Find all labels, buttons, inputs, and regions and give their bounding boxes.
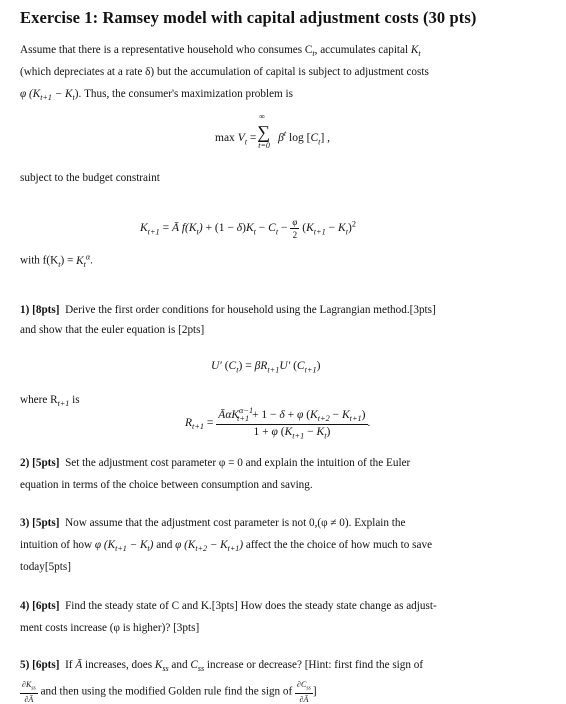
objective-equation: $\max V_t$ = ∞ ∑ t=0 $\beta^t$ $\log [C_t]$ , [215,112,331,150]
where-text: where $R_{t+1}$ is [20,394,80,409]
page-title: Exercise 1: Ramsey model with capital adjustment costs (30 pts) [20,8,477,27]
budget-text: subject to the budget constraint [20,172,160,184]
q5-line-2: $\frac{\partial K_{ss}}{\partial Ā}$ and then using the modified Golden rule find the sign of $\frac{\partial C_{ss}}{\partial Ā}$ ] [22,680,317,704]
intro-line-2: (which depreciates at a rate δ) but the accumulation of capital is subject to adjustment costs [20,66,429,78]
q1-line-2: and show that the euler equation is [2pts] [20,324,205,336]
q4-line-2: ment costs increase (φ is higher)? [3pts] [20,622,200,634]
production-function-text: with $f(K_t) = K_t^\alpha$. [20,252,93,269]
q3-line-3: today[5pts] [20,561,71,573]
q4-line-1: 4) [6pts] Find the steady state of C and K.[3pts] How does the steady state change as adjust- [20,600,437,612]
q3-line-1: 3) [5pts] Now assume that the adjustment cost parameter is not 0,(φ ≠ 0). Explain the [20,517,406,529]
q2-line-1: 2) [5pts] Set the adjustment cost parameter φ = 0 and explain the intuition of the Euler [20,457,411,469]
intro-line-1: Assume that there is a representative household who consumes $C_t$, accumulates capital $K_t$ [20,44,421,59]
intro-line-3: φ $(K_{t+1} - K_t)$. Thus, the consumer's maximization problem is [20,88,294,103]
summation-sign: ∞ ∑ t=0 [257,112,271,150]
q2-line-2: equation in terms of the choice between consumption and saving. [20,479,313,491]
interest-rate-equation: $R_{t+1}$ = $\frac{Ā\alpha K^{\alpha-1}_{t+1} + 1 - \delta + \varphi (K_{t+2} - K_{t+1})}{1 + \varphi (K_{t+1} - K_t)}$ . [185,406,371,441]
q3-line-2: intuition of how φ $(K_{t+1} - K_t)$ and φ $(K_{t+2} - K_{t+1})$ affect the the choice of how much to save [20,539,433,554]
euler-equation: U′ $(C_t) = \beta R_{t+1}U'$ $(C_{t+1})$ [211,360,321,375]
budget-constraint-equation: $K_{t+1}$ = Ā $f(K_t) + (1 - \delta)K_t - C_t$ − $\frac{\varphi}{2}$ $(K_{t+1} - K_t)^2$ [140,217,356,240]
q1-line-1: 1) [8pts] Derive the first order conditions for household using the Lagrangian method.[3pts] [20,304,436,316]
q5-line-1: 5) [6pts] If Ā increases, does $K_{ss}$ and $C_{ss}$ increase or decrease? [Hint: first find the sign of [20,659,424,674]
